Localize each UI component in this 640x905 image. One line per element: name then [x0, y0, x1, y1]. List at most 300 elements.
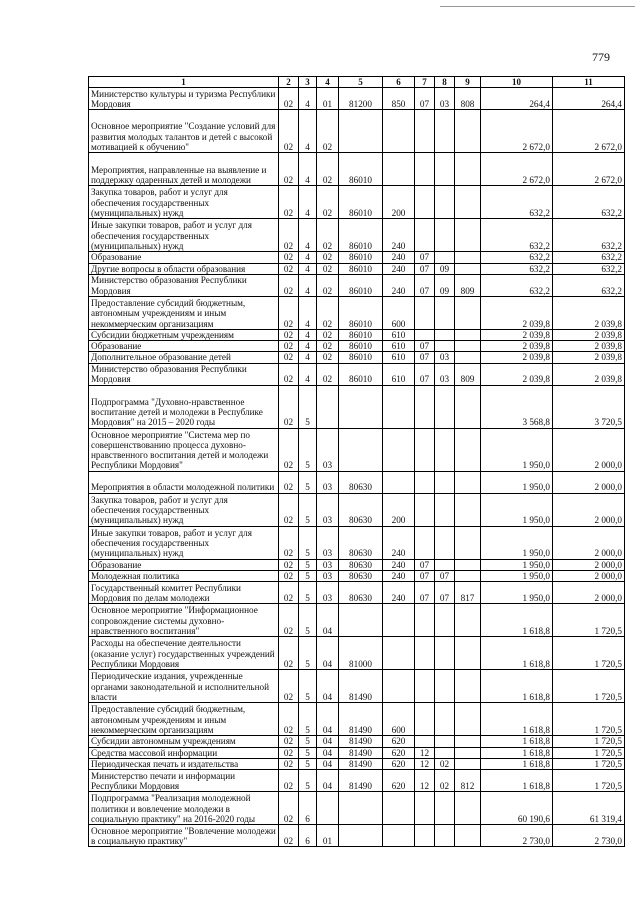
table-row	[89, 263, 625, 274]
col5-cell: 81490	[339, 736, 383, 747]
col7-cell	[415, 186, 435, 219]
col4-cell: 02	[317, 186, 339, 219]
col2-cell: 02	[279, 604, 299, 637]
col3-cell: 4	[299, 263, 317, 274]
col8-cell: 07	[435, 571, 455, 582]
sum-2020-cell: 2 039,8	[553, 329, 625, 340]
col4-cell: 04	[317, 758, 339, 769]
col2-cell: 02	[279, 110, 299, 153]
col9-cell	[455, 153, 481, 186]
table-row	[89, 526, 625, 559]
col3-cell: 5	[299, 428, 317, 471]
col9-cell: 812	[455, 770, 481, 792]
col4-cell: 02	[317, 329, 339, 340]
row-name-cell: Молодежная политика	[89, 571, 279, 582]
col6-cell: 850	[383, 88, 415, 110]
col2-cell: 02	[279, 736, 299, 747]
sum-2019-cell: 1 618,8	[481, 747, 553, 758]
col5-cell: 81490	[339, 758, 383, 769]
sum-2020-cell: 1 720,5	[553, 736, 625, 747]
sum-2019-cell: 632,2	[481, 274, 553, 296]
col6-cell: 240	[383, 263, 415, 274]
col3-cell: 5	[299, 747, 317, 758]
col6-cell: 240	[383, 582, 415, 604]
col9-cell: 808	[455, 88, 481, 110]
col2-cell: 02	[279, 758, 299, 769]
col3-cell: 4	[299, 352, 317, 363]
col4-cell: 02	[317, 341, 339, 352]
col5-cell	[339, 110, 383, 153]
sum-2020-cell: 1 720,5	[553, 770, 625, 792]
col9-cell: 817	[455, 582, 481, 604]
sum-2020-cell: 2 039,8	[553, 352, 625, 363]
table-row	[89, 296, 625, 329]
table-row	[89, 471, 625, 493]
row-name-cell: Министерство образования Республики Мордовия	[89, 363, 279, 385]
col7-cell: 07	[415, 274, 435, 296]
col5-cell: 81490	[339, 670, 383, 703]
row-name-cell: Средства массовой информации	[89, 747, 279, 758]
row-name-cell: Основное мероприятие "Информационное сопровождение системы духовно-нравственного воспитания"	[89, 604, 279, 637]
row-name-cell: Предоставление субсидий бюджетным, автономным учреждениям и иным некоммерческим организациям	[89, 296, 279, 329]
table-row	[89, 186, 625, 219]
sum-2020-cell: 2 672,0	[553, 153, 625, 186]
col6-cell	[383, 792, 415, 825]
table-row	[89, 571, 625, 582]
table-row	[89, 352, 625, 363]
col4-cell: 02	[317, 263, 339, 274]
row-name-cell: Министерство печати и информации Республики Мордовия	[89, 770, 279, 792]
table-row	[89, 747, 625, 758]
sum-2020-cell: 2 000,0	[553, 571, 625, 582]
table-row	[89, 670, 625, 703]
col7-cell	[415, 604, 435, 637]
sum-2020-cell: 1 720,5	[553, 604, 625, 637]
col4-cell: 02	[317, 363, 339, 385]
col2-cell: 02	[279, 296, 299, 329]
col5-cell: 86010	[339, 186, 383, 219]
sum-2019-cell: 264,4	[481, 88, 553, 110]
sum-2019-cell: 632,2	[481, 252, 553, 263]
row-name-cell: Расходы на обеспечение деятельности (оказание услуг) государственных учреждений Республики Мордовия	[89, 637, 279, 670]
row-name-cell: Образование	[89, 559, 279, 570]
col6-cell: 600	[383, 703, 415, 736]
col9-cell	[455, 341, 481, 352]
col5-cell: 86010	[339, 341, 383, 352]
col7-cell: 07	[415, 582, 435, 604]
sum-2020-cell: 632,2	[553, 274, 625, 296]
col3-cell: 5	[299, 736, 317, 747]
col3-cell: 4	[299, 329, 317, 340]
col5-cell: 80630	[339, 582, 383, 604]
col6-cell	[383, 471, 415, 493]
table-row	[89, 825, 625, 847]
table-row	[89, 770, 625, 792]
col2-cell: 02	[279, 329, 299, 340]
col8-cell	[435, 428, 455, 471]
col7-cell	[415, 219, 435, 252]
row-name-cell: Закупка товаров, работ и услуг для обеспечения государственных (муниципальных) нужд	[89, 186, 279, 219]
col4-cell: 01	[317, 88, 339, 110]
row-name-cell: Иные закупки товаров, работ и услуг для обеспечения государственных (муниципальных) нужд	[89, 219, 279, 252]
col7-cell: 07	[415, 263, 435, 274]
col4-cell: 03	[317, 493, 339, 526]
col2-cell: 02	[279, 274, 299, 296]
page-number: 779	[592, 50, 610, 64]
col2-cell: 02	[279, 153, 299, 186]
col9-cell	[455, 670, 481, 703]
col4-cell: 02	[317, 296, 339, 329]
col3-cell: 5	[299, 385, 317, 428]
col8-cell	[435, 736, 455, 747]
sum-2020-cell: 2 672,0	[553, 110, 625, 153]
col6-cell: 200	[383, 493, 415, 526]
col3-cell: 5	[299, 637, 317, 670]
col5-cell: 81490	[339, 770, 383, 792]
table-row	[89, 385, 625, 428]
col4-cell: 02	[317, 274, 339, 296]
col7-cell: 07	[415, 341, 435, 352]
col6-cell	[383, 110, 415, 153]
col6-cell	[383, 428, 415, 471]
sum-2019-cell: 2 039,8	[481, 329, 553, 340]
col4-cell: 02	[317, 153, 339, 186]
col3-cell: 5	[299, 604, 317, 637]
col7-cell	[415, 296, 435, 329]
col6-cell: 620	[383, 747, 415, 758]
col5-cell: 80630	[339, 559, 383, 570]
col9-cell	[455, 637, 481, 670]
col7-cell: 07	[415, 571, 435, 582]
row-name-cell: Субсидии автономным учреждениям	[89, 736, 279, 747]
sum-2019-cell: 632,2	[481, 219, 553, 252]
col8-cell: 02	[435, 758, 455, 769]
sum-2020-cell: 2 039,8	[553, 341, 625, 352]
col9-cell	[455, 110, 481, 153]
sum-2020-cell: 632,2	[553, 263, 625, 274]
sum-2020-cell: 61 319,4	[553, 792, 625, 825]
col3-cell: 5	[299, 770, 317, 792]
row-name-cell: Закупка товаров, работ и услуг для обеспечения государственных (муниципальных) нужд	[89, 493, 279, 526]
sum-2020-cell: 632,2	[553, 219, 625, 252]
col4-cell: 03	[317, 471, 339, 493]
sum-2020-cell: 2 000,0	[553, 471, 625, 493]
col6-cell	[383, 825, 415, 847]
col8-cell	[435, 792, 455, 825]
row-name-cell: Основное мероприятие "Вовлечение молодежи в социальную практику"	[89, 825, 279, 847]
col7-cell	[415, 792, 435, 825]
sum-2020-cell: 2 730,0	[553, 825, 625, 847]
col7-cell	[415, 670, 435, 703]
col5-cell: 86010	[339, 274, 383, 296]
col2-cell: 02	[279, 341, 299, 352]
col8-cell	[435, 341, 455, 352]
col6-cell: 200	[383, 186, 415, 219]
col3-cell: 5	[299, 559, 317, 570]
sum-2020-cell: 2 000,0	[553, 493, 625, 526]
table-row	[89, 493, 625, 526]
col7-cell	[415, 329, 435, 340]
col7-cell: 07	[415, 559, 435, 570]
table-row	[89, 559, 625, 570]
sum-2019-cell: 1 618,8	[481, 770, 553, 792]
col7-cell: 12	[415, 747, 435, 758]
col-header: 10	[481, 77, 553, 88]
sum-2020-cell: 264,4	[553, 88, 625, 110]
col4-cell: 03	[317, 571, 339, 582]
sum-2019-cell: 3 568,8	[481, 385, 553, 428]
col2-cell: 02	[279, 352, 299, 363]
col3-cell: 4	[299, 363, 317, 385]
col5-cell: 86010	[339, 263, 383, 274]
col8-cell	[435, 493, 455, 526]
col8-cell: 07	[435, 582, 455, 604]
col3-cell: 6	[299, 792, 317, 825]
col3-cell: 4	[299, 186, 317, 219]
col2-cell: 02	[279, 263, 299, 274]
col8-cell	[435, 110, 455, 153]
col7-cell: 07	[415, 88, 435, 110]
row-name-cell: Подпрограмма "Реализация молодежной политики и вовлечение молодежи в социальную практику" на 2016-2020 годы	[89, 792, 279, 825]
row-name-cell: Образование	[89, 252, 279, 263]
sum-2020-cell: 2 000,0	[553, 559, 625, 570]
sum-2020-cell: 2 000,0	[553, 428, 625, 471]
col8-cell	[435, 703, 455, 736]
row-name-cell: Предоставление субсидий бюджетным, автономным учреждениям и иным некоммерческим организациям	[89, 703, 279, 736]
col8-cell	[435, 670, 455, 703]
col3-cell: 4	[299, 110, 317, 153]
col6-cell: 240	[383, 252, 415, 263]
sum-2019-cell: 1 618,8	[481, 670, 553, 703]
sum-2019-cell: 1 618,8	[481, 736, 553, 747]
col7-cell	[415, 153, 435, 186]
col2-cell: 02	[279, 471, 299, 493]
sum-2019-cell: 60 190,6	[481, 792, 553, 825]
col4-cell: 04	[317, 747, 339, 758]
col8-cell: 09	[435, 274, 455, 296]
col-header: 9	[455, 77, 481, 88]
col5-cell: 81490	[339, 747, 383, 758]
col5-cell: 80630	[339, 526, 383, 559]
sum-2019-cell: 1 950,0	[481, 493, 553, 526]
col3-cell: 5	[299, 582, 317, 604]
table-row	[89, 428, 625, 471]
col2-cell: 02	[279, 186, 299, 219]
col3-cell: 5	[299, 471, 317, 493]
row-name-cell: Основное мероприятие "Система мер по совершенствованию процесса духовно-нравственного воспитания детей и молодежи Республики Мордовия"	[89, 428, 279, 471]
col5-cell: 80630	[339, 571, 383, 582]
col4-cell: 04	[317, 736, 339, 747]
table-row	[89, 274, 625, 296]
col5-cell: 80630	[339, 471, 383, 493]
col3-cell: 5	[299, 493, 317, 526]
col9-cell	[455, 758, 481, 769]
sum-2019-cell: 2 039,8	[481, 341, 553, 352]
col4-cell: 02	[317, 252, 339, 263]
sum-2019-cell: 1 618,8	[481, 703, 553, 736]
col8-cell	[435, 385, 455, 428]
col8-cell	[435, 747, 455, 758]
budget-table	[88, 76, 625, 847]
col4-cell: 03	[317, 582, 339, 604]
col5-cell: 86010	[339, 296, 383, 329]
col7-cell: 07	[415, 363, 435, 385]
col9-cell	[455, 296, 481, 329]
col9-cell	[455, 493, 481, 526]
col6-cell: 240	[383, 526, 415, 559]
col7-cell: 12	[415, 770, 435, 792]
col8-cell	[435, 637, 455, 670]
col6-cell: 240	[383, 559, 415, 570]
sum-2020-cell: 1 720,5	[553, 703, 625, 736]
col7-cell	[415, 428, 435, 471]
sum-2020-cell: 2 000,0	[553, 582, 625, 604]
row-name-cell: Периодическая печать и издательства	[89, 758, 279, 769]
table-row	[89, 758, 625, 769]
table-row	[89, 153, 625, 186]
col6-cell	[383, 604, 415, 637]
col-header: 1	[89, 77, 279, 88]
col2-cell: 02	[279, 582, 299, 604]
col4-cell: 04	[317, 703, 339, 736]
sum-2020-cell: 3 720,5	[553, 385, 625, 428]
col8-cell	[435, 252, 455, 263]
table-row	[89, 792, 625, 825]
col3-cell: 4	[299, 274, 317, 296]
row-name-cell: Образование	[89, 341, 279, 352]
col6-cell: 610	[383, 363, 415, 385]
col4-cell: 04	[317, 637, 339, 670]
col9-cell: 809	[455, 274, 481, 296]
col8-cell	[435, 825, 455, 847]
col3-cell: 4	[299, 252, 317, 263]
col7-cell	[415, 637, 435, 670]
col5-cell	[339, 428, 383, 471]
col2-cell: 02	[279, 825, 299, 847]
col9-cell	[455, 736, 481, 747]
col6-cell: 620	[383, 736, 415, 747]
col5-cell: 81200	[339, 88, 383, 110]
sum-2020-cell: 2 039,8	[553, 363, 625, 385]
col8-cell	[435, 186, 455, 219]
col8-cell	[435, 604, 455, 637]
table-row	[89, 329, 625, 340]
row-name-cell: Субсидии бюджетным учреждениям	[89, 329, 279, 340]
col9-cell	[455, 252, 481, 263]
row-name-cell: Министерство культуры и туризма Республики Мордовия	[89, 88, 279, 110]
col5-cell: 86010	[339, 252, 383, 263]
table-row	[89, 736, 625, 747]
col5-cell	[339, 385, 383, 428]
col9-cell	[455, 428, 481, 471]
row-name-cell: Периодические издания, учрежденные органами законодательной и исполнительной власти	[89, 670, 279, 703]
col-header: 11	[553, 77, 625, 88]
col8-cell	[435, 471, 455, 493]
sum-2019-cell: 1 950,0	[481, 428, 553, 471]
col9-cell	[455, 471, 481, 493]
table-row	[89, 341, 625, 352]
table-row	[89, 219, 625, 252]
col7-cell	[415, 110, 435, 153]
table-row	[89, 637, 625, 670]
col4-cell: 02	[317, 219, 339, 252]
sum-2019-cell: 2 039,8	[481, 352, 553, 363]
row-name-cell: Иные закупки товаров, работ и услуг для обеспечения государственных (муниципальных) нужд	[89, 526, 279, 559]
col8-cell	[435, 219, 455, 252]
col9-cell	[455, 825, 481, 847]
sum-2019-cell: 1 618,8	[481, 604, 553, 637]
col7-cell	[415, 825, 435, 847]
col6-cell: 610	[383, 329, 415, 340]
col9-cell	[455, 385, 481, 428]
col9-cell	[455, 329, 481, 340]
col4-cell: 04	[317, 770, 339, 792]
col3-cell: 4	[299, 296, 317, 329]
col6-cell	[383, 385, 415, 428]
table-body	[89, 88, 625, 847]
col9-cell	[455, 559, 481, 570]
col2-cell: 02	[279, 219, 299, 252]
sum-2019-cell: 2 672,0	[481, 153, 553, 186]
sum-2020-cell: 1 720,5	[553, 747, 625, 758]
col-header: 8	[435, 77, 455, 88]
col6-cell: 240	[383, 274, 415, 296]
col2-cell: 02	[279, 428, 299, 471]
col8-cell: 03	[435, 352, 455, 363]
col3-cell: 5	[299, 571, 317, 582]
col2-cell: 02	[279, 747, 299, 758]
col9-cell	[455, 571, 481, 582]
col6-cell: 610	[383, 341, 415, 352]
col7-cell	[415, 736, 435, 747]
col7-cell	[415, 385, 435, 428]
col6-cell: 240	[383, 219, 415, 252]
sum-2019-cell: 632,2	[481, 186, 553, 219]
col3-cell: 5	[299, 703, 317, 736]
row-name-cell: Основное мероприятие "Создание условий для развития молодых талантов и детей с высокой мотивацией к обучению"	[89, 110, 279, 153]
row-name-cell: Дополнительное образование детей	[89, 352, 279, 363]
col2-cell: 02	[279, 363, 299, 385]
col5-cell: 86010	[339, 219, 383, 252]
col9-cell	[455, 747, 481, 758]
col5-cell: 80630	[339, 493, 383, 526]
sum-2019-cell: 2 730,0	[481, 825, 553, 847]
col9-cell	[455, 352, 481, 363]
sum-2019-cell: 1 950,0	[481, 571, 553, 582]
col6-cell: 600	[383, 296, 415, 329]
row-name-cell: Министерство образования Республики Мордовия	[89, 274, 279, 296]
col5-cell: 86010	[339, 329, 383, 340]
row-name-cell: Другие вопросы в области образования	[89, 263, 279, 274]
col6-cell	[383, 153, 415, 186]
sum-2019-cell: 1 950,0	[481, 582, 553, 604]
col2-cell: 02	[279, 526, 299, 559]
sum-2019-cell: 1 950,0	[481, 559, 553, 570]
col7-cell: 07	[415, 352, 435, 363]
table-row	[89, 252, 625, 263]
col2-cell: 02	[279, 88, 299, 110]
col7-cell	[415, 703, 435, 736]
col9-cell	[455, 186, 481, 219]
col8-cell	[435, 526, 455, 559]
top-rule	[440, 6, 635, 7]
col6-cell: 240	[383, 571, 415, 582]
col6-cell: 610	[383, 352, 415, 363]
col2-cell: 02	[279, 385, 299, 428]
col4-cell	[317, 792, 339, 825]
col8-cell	[435, 296, 455, 329]
table-row	[89, 110, 625, 153]
